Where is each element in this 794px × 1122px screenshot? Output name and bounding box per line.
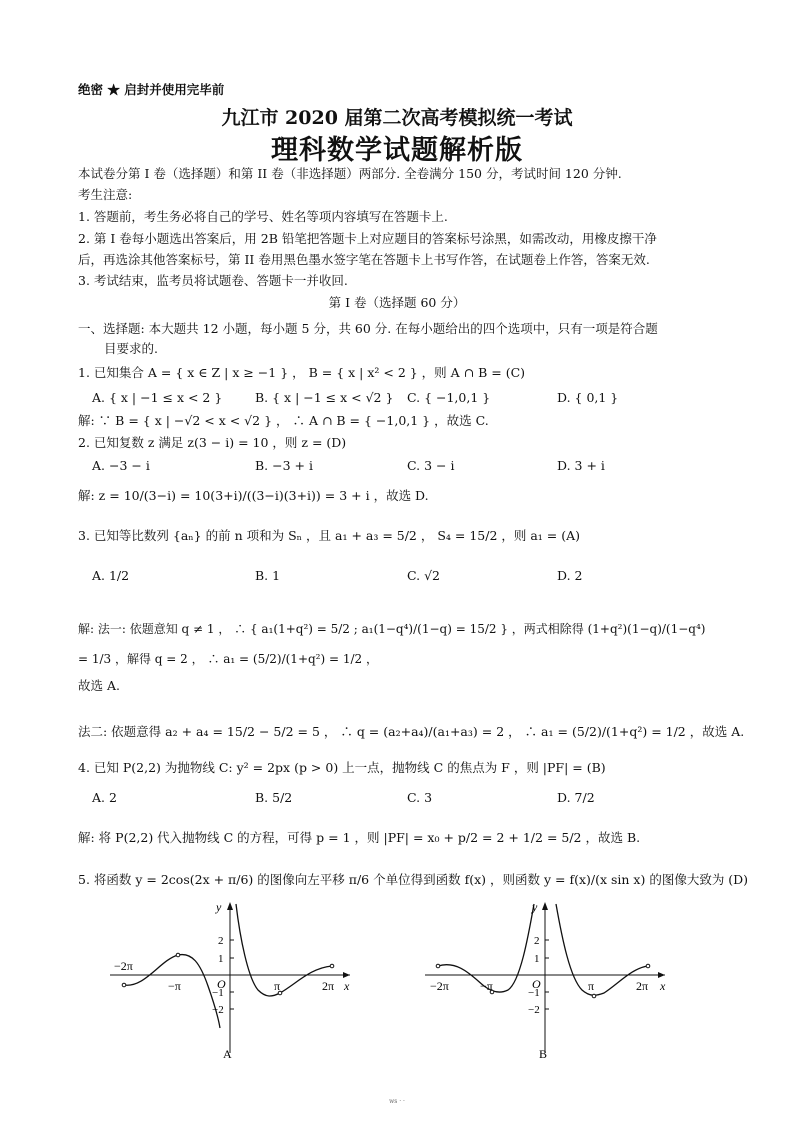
question-5-stem: 5. 将函数 y = 2cos(2x + π/6) 的图像向左平移 π/6 个单位得到函数 f(x) ，则函数 y = f(x)/(x sin x) 的图像大致为 (D) (78, 872, 749, 887)
graph-a-tick-neg-2: −2 (212, 1004, 224, 1016)
graph-b-y-label: y (532, 900, 538, 914)
question-1-solution: 解: ∵ B = { x | −√2 < x < √2 } ， ∴ A ∩ B = { −1,0,1 } ，故选 C. (78, 413, 489, 428)
question-3-option-c: C. √2 (407, 568, 440, 583)
question-2-option-b: B. −3 + i (255, 458, 313, 473)
graph-a-y-label: y (216, 900, 222, 914)
question-4-option-c: C. 3 (407, 790, 433, 805)
question-1-option-d: D. { 0,1 } (557, 390, 619, 405)
question-1-stem: 1. 已知集合 A = { x ∈ Z | x ≥ −1 } ， B = { x | x² < 2 } ，则 A ∩ B = (C) (78, 365, 526, 380)
part-instructions: 一、选择题: 本大题共 12 小题，每小题 5 分，共 60 分. 在每小题给出的四个选项中，只有一项是符合题 (78, 321, 658, 336)
graph-b-label-neg-2pi: −2π (430, 979, 449, 993)
question-2-option-c: C. 3 − i (407, 458, 455, 473)
notice-2-cont: 后，再选涂其他答案标号，第 II 卷用黑色墨水签字笔在答题卡上书写作答，在试题卷上作答，答案无效. (78, 252, 650, 267)
notice-3: 3. 考试结束，监考员将试题卷、答题卡一并收回. (78, 273, 348, 288)
question-1-option-c: C. { −1,0,1 } (407, 390, 491, 405)
page-footer: ws · · (389, 1098, 405, 1105)
question-4-solution: 解: 将 P(2,2) 代入抛物线 C 的方程，可得 p = 1 ，则 |PF| = x₀ + p/2 = 2 + 1/2 = 5/2 ，故选 B. (78, 830, 641, 845)
question-3-option-b: B. 1 (255, 568, 281, 583)
question-2-solution: 解: z = 10/(3−i) = 10(3+i)/((3−i)(3+i)) = 3 + i ，故选 D. (78, 488, 429, 503)
graph-a-x-label: x (344, 979, 350, 993)
graph-b-x-label: x (660, 979, 666, 993)
question-2-stem: 2. 已知复数 z 满足 z(3 − i) = 10 ，则 z = (D) (78, 435, 347, 450)
question-1-option-a: A. { x | −1 ≤ x < 2 } (92, 390, 223, 405)
question-3-option-a: A. 1/2 (92, 568, 130, 583)
exam-subtitle: 理科数学试题解析版 (271, 135, 523, 166)
graph-a-caption: A (223, 1047, 232, 1061)
graph-b-tick-1: 1 (534, 953, 540, 965)
notice-2: 2. 第 I 卷每小题选出答案后，用 2B 铅笔把答题卡上对应题目的答案标号涂黑，如需改动，用橡皮擦干净 (78, 231, 657, 246)
graph-a-label-origin: O (217, 977, 226, 991)
graph-a-label-neg-pi: −π (168, 979, 181, 993)
question-3-solution-method-2: 法二: 依题意得 a₂ + a₄ = 15/2 − 5/2 = 5 ， ∴ q = (a₂+a₄)/(a₁+a₃) = 2 ， ∴ a₁ = (5/2)/(1+q²) = 1/2 ，故选 A. (78, 724, 745, 739)
question-3-solution-conclusion: 故选 A. (78, 678, 120, 693)
question-3-solution-method-1: 解: 法一: 依题意知 q ≠ 1 ， ∴ { a₁(1+q²) = 5/2 ; a₁(1−q⁴)/(1−q) = 15/2 } ，两式相除得 (1+q²)(1−q)/(1−q⁴) = 1/3 ，解得 q = 2 ， ∴ a₁ = (5/2)/(1+q²) = 1/2 ， (78, 622, 706, 666)
graph-b-label-neg-pi: −π (480, 979, 493, 993)
graph-a-tick-1: 1 (218, 953, 224, 965)
graph-b-label-pi: π (588, 979, 595, 993)
graph-b-caption: B (539, 1047, 548, 1061)
question-1-option-b: B. { x | −1 ≤ x < √2 } (255, 390, 394, 405)
exam-title: 九江市 2020 届第二次高考模拟统一考试 (221, 107, 573, 129)
graph-a-tick-neg-1: −1 (212, 987, 224, 999)
graph-b (420, 898, 690, 1063)
graph-b-tick-2: 2 (534, 935, 540, 947)
notice-heading: 考生注意: (78, 187, 133, 202)
graph-b-tick-neg-2: −2 (528, 1004, 540, 1016)
part-instructions-cont: 目要求的. (104, 341, 158, 356)
intro-text: 本试卷分第 I 卷（选择题）和第 II 卷（非选择题）两部分. 全卷满分 150 分，考试时间 120 分钟. (78, 166, 622, 181)
question-4-stem: 4. 已知 P(2,2) 为抛物线 C: y² = 2px (p > 0) 上一点，抛物线 C 的焦点为 F ，则 |PF| = (B) (78, 760, 606, 775)
graph-a (100, 898, 370, 1063)
question-3-stem: 3. 已知等比数列 {aₙ} 的前 n 项和为 Sₙ ，且 a₁ + a₃ = 5/2 ， S₄ = 15/2 ，则 a₁ = (A) (78, 528, 581, 543)
section-heading: 第 I 卷（选择题 60 分） (328, 295, 466, 310)
question-4-option-d: D. 7/2 (557, 790, 595, 805)
graph-a-tick-2: 2 (218, 935, 224, 947)
graph-b-label-origin: O (532, 977, 541, 991)
confidential-mark: 绝密 ★ 启封并使用完毕前 (78, 82, 225, 97)
question-4-option-b: B. 5/2 (255, 790, 293, 805)
graph-b-label-2pi: 2π (636, 979, 649, 993)
question-2-option-a: A. −3 − i (92, 458, 150, 473)
graph-b-tick-neg-1: −1 (528, 987, 540, 999)
question-2-option-d: D. 3 + i (557, 458, 605, 473)
graph-a-label-neg-2pi: −2π (114, 959, 133, 973)
notice-1: 1. 答题前，考生务必将自己的学号、姓名等项内容填写在答题卡上. (78, 209, 448, 224)
question-3-option-d: D. 2 (557, 568, 583, 583)
question-4-option-a: A. 2 (92, 790, 117, 805)
graph-a-label-2pi: 2π (322, 979, 335, 993)
graph-a-label-pi: π (274, 979, 281, 993)
